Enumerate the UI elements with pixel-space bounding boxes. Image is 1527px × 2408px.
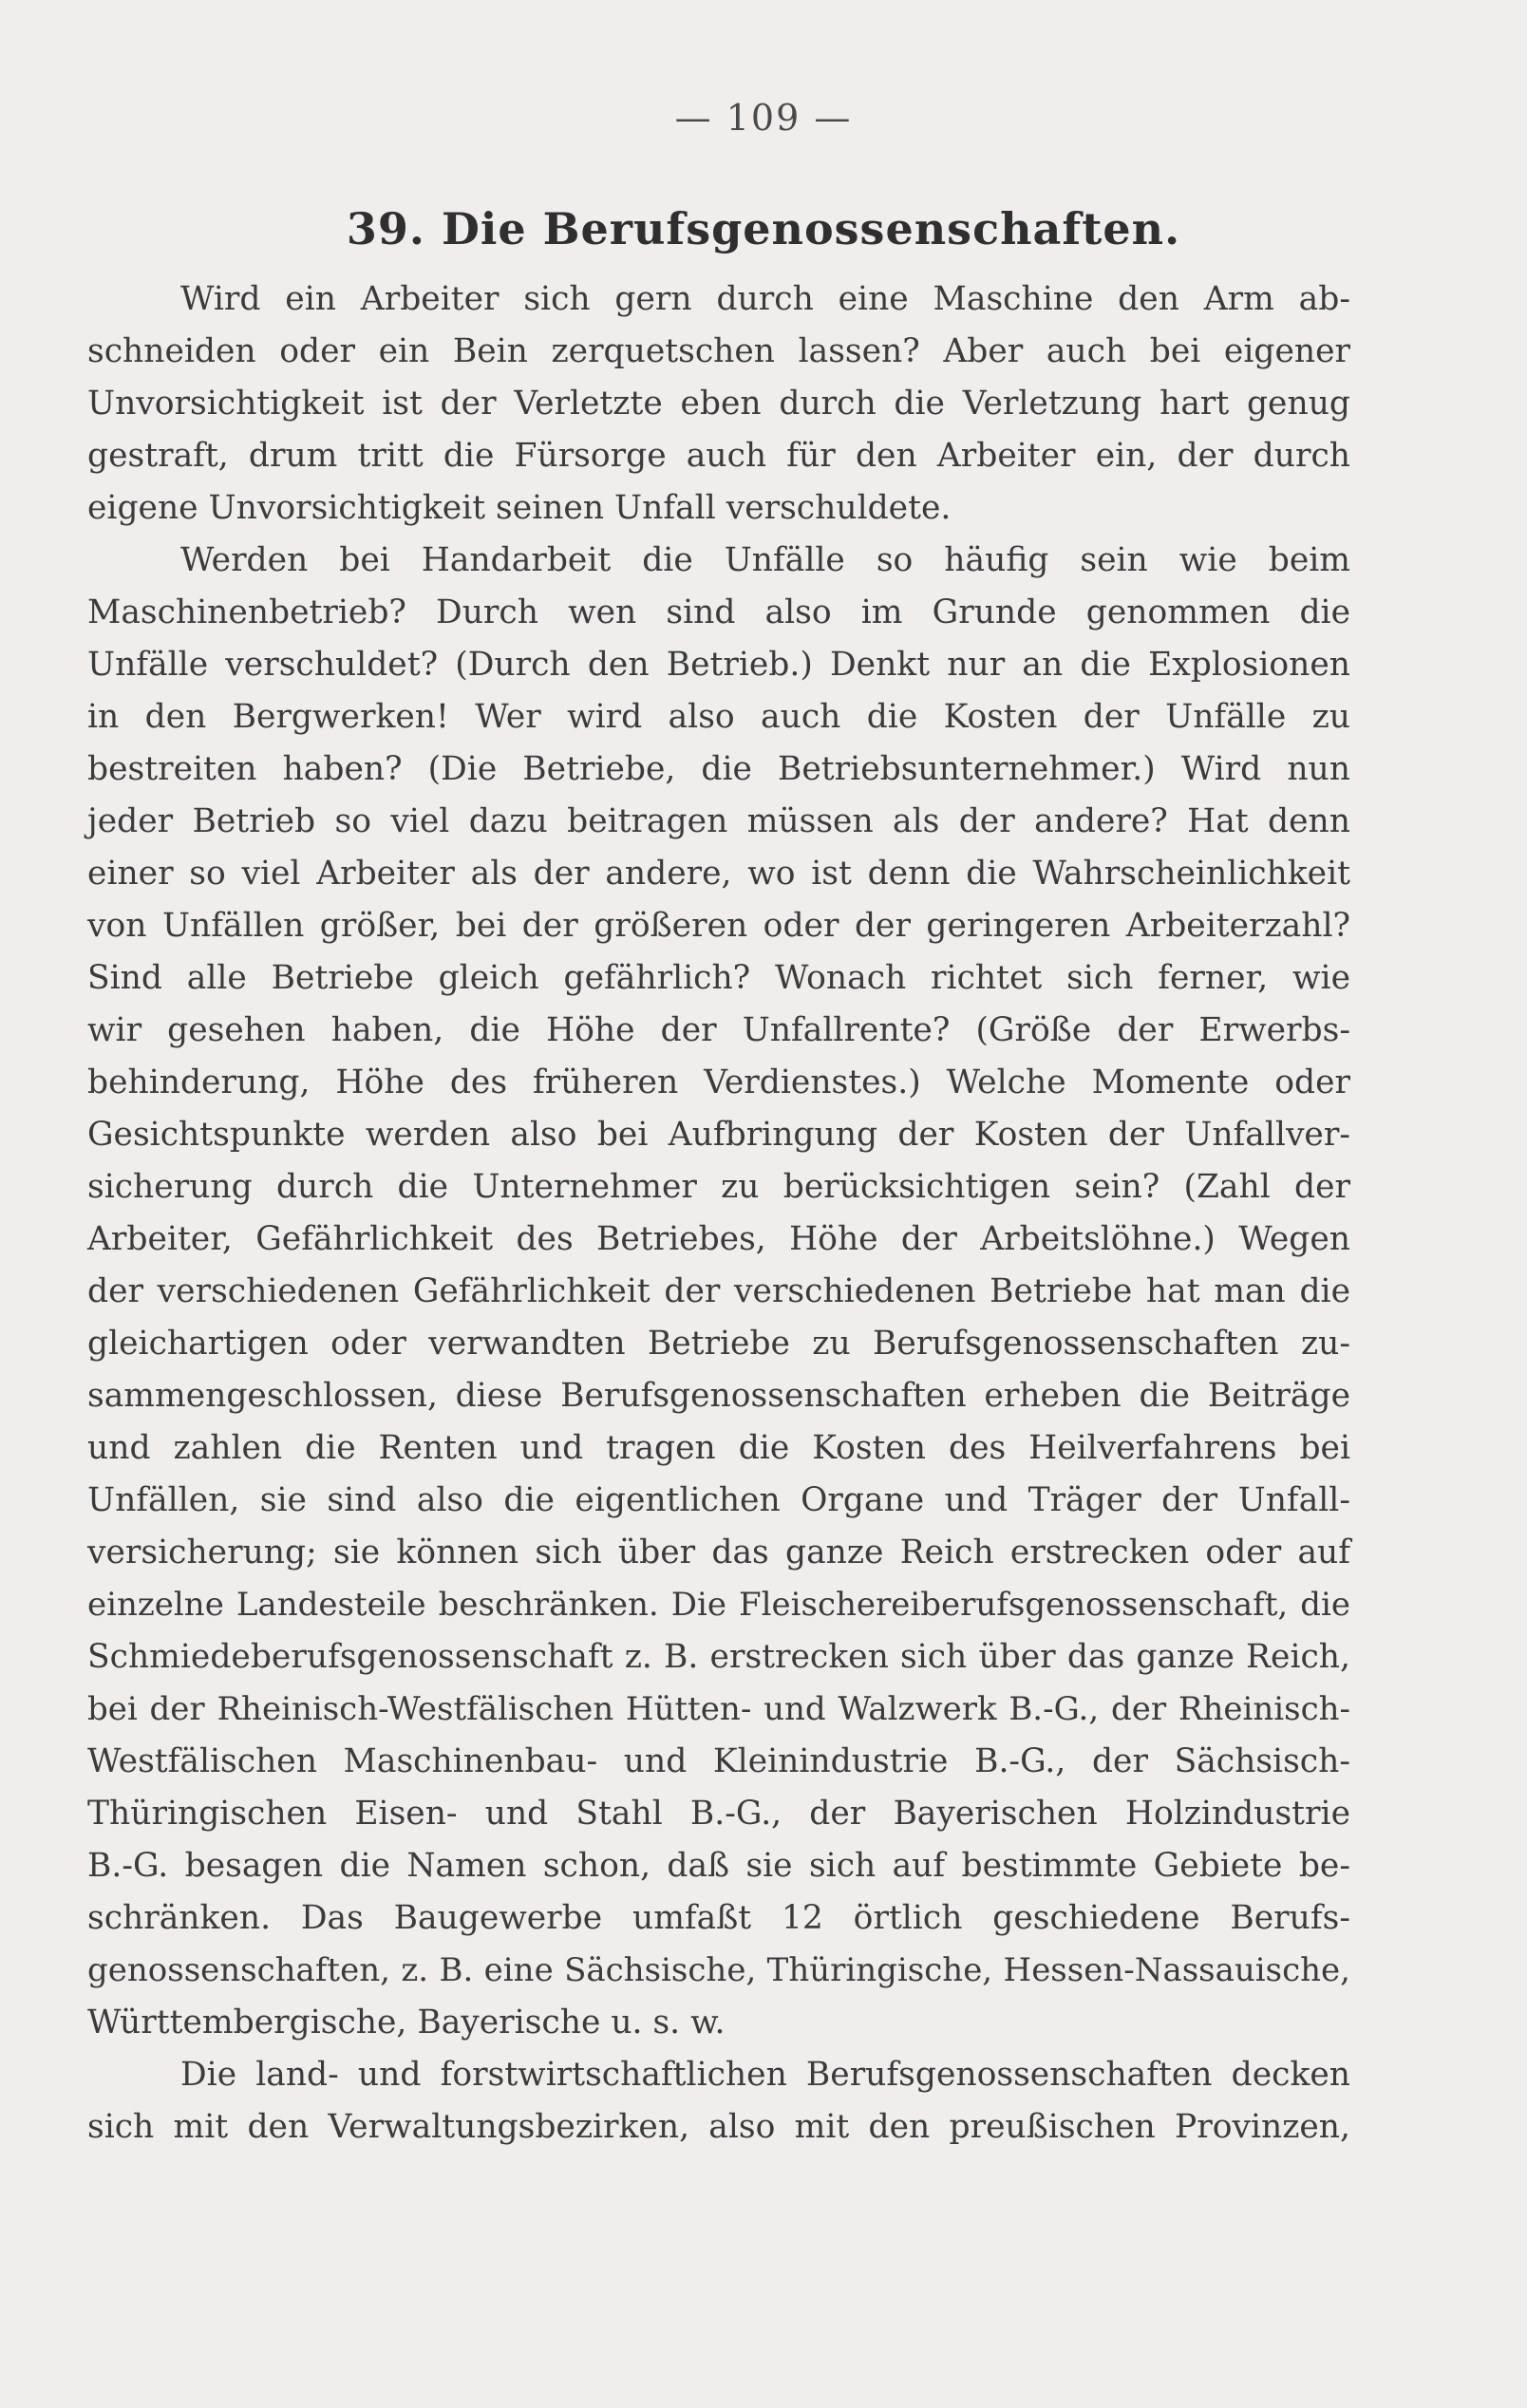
text-line: Unvorsichtigkeit ist der Verletzte eben durch die Verletzung hart genug	[87, 385, 1350, 423]
text-line: genossenschaften, z. B. eine Sächsische, Thüringische, Hessen-Nassauische,	[87, 1951, 1350, 1989]
text-line: Gesichtspunkte werden also bei Aufbringung der Kosten der Unfallver-	[87, 1116, 1350, 1154]
text-line: der verschiedenen Gefährlichkeit der verschiedenen Betriebe hat man die	[87, 1272, 1350, 1310]
text-line: Schmiedeberufsgenossenschaft z. B. erstrecken sich über das ganze Reich,	[87, 1638, 1350, 1676]
text-line: gestraft, drum tritt die Fürsorge auch für den Arbeiter ein, der durch	[87, 437, 1350, 475]
text-line: wir gesehen haben, die Höhe der Unfallrente? (Größe der Erwerbs-	[87, 1011, 1350, 1049]
text-line: einzelne Landesteile beschränken. Die Fleischereiberufsgenossenschaft, die	[87, 1586, 1350, 1624]
paragraph-3	[87, 2049, 1350, 2154]
text-line: schränken. Das Baugewerbe umfaßt 12 örtlich geschiedene Berufs-	[87, 1899, 1350, 1937]
text-line: gleichartigen oder verwandten Betriebe zu Berufsgenossenschaften zu-	[87, 1325, 1350, 1363]
paragraph-2	[87, 535, 1350, 2049]
text-line: einer so viel Arbeiter als der andere, wo ist denn die Wahrscheinlichkeit	[87, 855, 1350, 893]
text-line: B.-G. besagen die Namen schon, daß sie sich auf bestimmte Gebiete be-	[87, 1847, 1350, 1885]
text-line: sich mit den Verwaltungsbezirken, also mit den preußischen Provinzen,	[87, 2108, 1350, 2146]
text-line: Unfälle verschuldet? (Durch den Betrieb.) Denkt nur an die Explosionen	[87, 646, 1350, 684]
text-line: Thüringischen Eisen- und Stahl B.-G., der Bayerischen Holzindustrie	[87, 1795, 1350, 1833]
text-line: Unfällen, sie sind also die eigentlichen Organe und Träger der Unfall-	[87, 1481, 1350, 1519]
text-line: bestreiten haben? (Die Betriebe, die Betriebsunternehmer.) Wird nun	[87, 750, 1350, 788]
text-line: Maschinenbetrieb? Durch wen sind also im Grunde genommen die	[87, 593, 1350, 631]
text-line: von Unfällen größer, bei der größeren oder der geringeren Arbeiterzahl?	[87, 907, 1350, 945]
page-number: — 109 —	[674, 97, 853, 139]
text-line: Die land- und forstwirtschaftlichen Berufsgenossenschaften decken	[180, 2056, 1350, 2094]
text-body	[87, 273, 1350, 2154]
text-line: jeder Betrieb so viel dazu beitragen müssen als der andere? Hat denn	[87, 802, 1350, 840]
text-line: sammengeschlossen, diese Berufsgenossenschaften erheben die Beiträge	[87, 1377, 1350, 1415]
text-line: bei der Rheinisch-Westfälischen Hütten- und Walzwerk B.-G., der Rheinisch-	[87, 1690, 1350, 1728]
text-line: behinderung, Höhe des früheren Verdienstes.) Welche Momente oder	[87, 1063, 1350, 1101]
text-line: Westfälischen Maschinenbau- und Kleinindustrie B.-G., der Sächsisch-	[87, 1742, 1350, 1780]
text-line: und zahlen die Renten und tragen die Kosten des Heilverfahrens bei	[87, 1429, 1350, 1467]
text-line: eigene Unvorsichtigkeit seinen Unfall verschuldete.	[87, 489, 952, 527]
text-line: Sind alle Betriebe gleich gefährlich? Wonach richtet sich ferner, wie	[87, 959, 1350, 997]
chapter-title: 39. Die Berufsgenossenschaften.	[346, 203, 1181, 254]
text-line: in den Bergwerken! Wer wird also auch die Kosten der Unfälle zu	[87, 698, 1350, 736]
text-line: Württembergische, Bayerische u. s. w.	[87, 2004, 726, 2041]
text-line: schneiden oder ein Bein zerquetschen lassen? Aber auch bei eigener	[87, 332, 1350, 370]
paragraph-1	[87, 273, 1350, 535]
text-line: versicherung; sie können sich über das ganze Reich erstrecken oder auf	[87, 1533, 1350, 1571]
text-line: sicherung durch die Unternehmer zu berücksichtigen sein? (Zahl der	[87, 1168, 1350, 1206]
text-line: Werden bei Handarbeit die Unfälle so häufig sein wie beim	[180, 541, 1350, 579]
text-line: Wird ein Arbeiter sich gern durch eine Maschine den Arm ab-	[180, 280, 1350, 318]
text-line: Arbeiter, Gefährlichkeit des Betriebes, Höhe der Arbeitslöhne.) Wegen	[87, 1220, 1350, 1258]
